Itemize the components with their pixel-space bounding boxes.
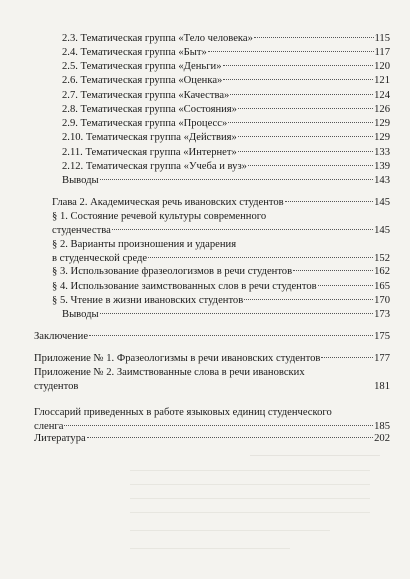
toc-entry[interactable] xyxy=(62,146,390,160)
toc-title-line: § 1. Состояние речевой культуры современного xyxy=(52,211,267,222)
toc-leader xyxy=(238,151,373,152)
toc-leader xyxy=(148,257,373,258)
toc-entry[interactable] xyxy=(34,406,390,434)
toc-title: 2.10. Тематическая группа «Действия» xyxy=(62,132,237,143)
toc-entry[interactable] xyxy=(52,280,390,294)
toc-page-number: 185 xyxy=(374,421,390,432)
toc-page-number: 152 xyxy=(374,253,390,264)
toc-leader xyxy=(230,94,373,95)
toc-entry[interactable] xyxy=(34,366,390,394)
toc-page-number: 115 xyxy=(374,33,390,44)
toc-title: Литература xyxy=(34,433,86,444)
toc-title-line: § 2. Варианты произношения и ударения xyxy=(52,239,237,250)
toc-entry[interactable] xyxy=(62,160,390,174)
toc-page-number: 145 xyxy=(374,225,390,236)
toc-entry[interactable] xyxy=(34,352,390,366)
toc-page-number: 177 xyxy=(374,353,390,364)
toc-entry[interactable] xyxy=(62,308,390,322)
toc-title: 2.3. Тематическая группа «Тело человека» xyxy=(62,33,253,44)
toc-leader xyxy=(223,65,374,66)
toc-title-line: Приложение № 2. Заимствованные слова в речи ивановских xyxy=(34,367,305,378)
toc-leader xyxy=(100,313,373,314)
toc-leader xyxy=(89,335,373,336)
toc-title: студентов xyxy=(34,381,79,392)
toc-entry[interactable] xyxy=(52,238,390,266)
toc-title: Выводы xyxy=(62,309,99,320)
toc-page-number: 202 xyxy=(374,433,390,444)
toc-entry[interactable] xyxy=(62,32,390,46)
toc-leader xyxy=(238,136,373,137)
toc-leader xyxy=(254,37,374,38)
toc-title: Выводы xyxy=(62,175,99,186)
toc-title: § 3. Использование фразеологизмов в речи студентов xyxy=(52,266,293,277)
toc-title: Глава 2. Академическая речь ивановских студентов xyxy=(52,197,284,208)
toc-title: § 4. Использование заимствованных слов в речи студентов xyxy=(52,281,317,292)
toc-leader xyxy=(112,229,373,230)
toc-title: 2.6. Тематическая группа «Оценка» xyxy=(62,75,223,86)
toc-title: 2.9. Тематическая группа «Процесс» xyxy=(62,118,228,129)
toc-page-number: 175 xyxy=(374,331,390,342)
toc-title: сленга xyxy=(34,421,64,432)
toc-entry[interactable] xyxy=(62,117,390,131)
toc-title: 2.5. Тематическая группа «Деньги» xyxy=(62,61,222,72)
toc-entry[interactable] xyxy=(52,210,390,238)
toc-entry[interactable] xyxy=(52,265,390,279)
toc-entry[interactable] xyxy=(62,74,390,88)
toc-leader xyxy=(244,299,373,300)
toc-page-number: 165 xyxy=(374,281,390,292)
toc-title: 2.7. Тематическая группа «Качества» xyxy=(62,90,230,101)
toc-leader xyxy=(223,79,373,80)
toc-entry[interactable] xyxy=(62,103,390,117)
toc-page-number: 120 xyxy=(374,61,390,72)
toc-title-line: Глоссарий приведенных в работе языковых единиц студенческого xyxy=(34,407,332,418)
toc-entry[interactable] xyxy=(62,46,390,60)
toc-leader xyxy=(238,108,373,109)
toc-page-number: 124 xyxy=(374,90,390,101)
toc-leader xyxy=(100,179,373,180)
toc-chapter-entry[interactable] xyxy=(52,196,390,210)
toc-title: 2.12. Тематическая группа «Учеба и вуз» xyxy=(62,161,247,172)
toc-page-number: 126 xyxy=(374,104,390,115)
toc-page-number: 121 xyxy=(374,75,390,86)
toc-page-number: 129 xyxy=(374,118,390,129)
toc-title: 2.4. Тематическая группа «Быт» xyxy=(62,47,207,58)
toc-entry[interactable] xyxy=(62,174,390,188)
toc-entry[interactable] xyxy=(62,60,390,74)
toc-leader xyxy=(285,201,373,202)
toc-leader xyxy=(208,51,374,52)
toc-leader xyxy=(248,165,373,166)
toc-page-number: 143 xyxy=(374,175,390,186)
toc-leader xyxy=(228,122,373,123)
toc-title: Приложение № 1. Фразеологизмы в речи ивановских студентов xyxy=(34,353,321,364)
toc-page-number: 181 xyxy=(374,381,390,392)
toc-title: студенчества xyxy=(52,225,111,236)
toc-leader xyxy=(87,437,373,438)
toc-title: § 5. Чтение в жизни ивановских студентов xyxy=(52,295,244,306)
toc-title: 2.8. Тематическая группа «Состояния» xyxy=(62,104,237,115)
toc-leader xyxy=(64,425,373,426)
toc-page-number: 162 xyxy=(374,266,390,277)
toc-page-number: 133 xyxy=(374,147,390,158)
toc-title: в студенческой среде xyxy=(52,253,148,264)
toc-page-number: 173 xyxy=(374,309,390,320)
toc-page-number: 145 xyxy=(374,197,390,208)
toc-entry[interactable] xyxy=(34,432,390,446)
toc-entry[interactable] xyxy=(62,89,390,103)
toc-entry[interactable] xyxy=(34,330,390,344)
toc-page-number: 129 xyxy=(374,132,390,143)
toc-leader xyxy=(293,270,373,271)
toc-page-number: 170 xyxy=(374,295,390,306)
toc-page-number: 139 xyxy=(374,161,390,172)
toc-leader xyxy=(321,357,373,358)
toc-entry[interactable] xyxy=(52,294,390,308)
toc-title: 2.11. Тематическая группа «Интернет» xyxy=(62,147,237,158)
toc-leader xyxy=(318,285,373,286)
toc-title: Заключение xyxy=(34,331,89,342)
toc-page-number: 117 xyxy=(374,47,390,58)
toc-entry[interactable] xyxy=(62,131,390,145)
